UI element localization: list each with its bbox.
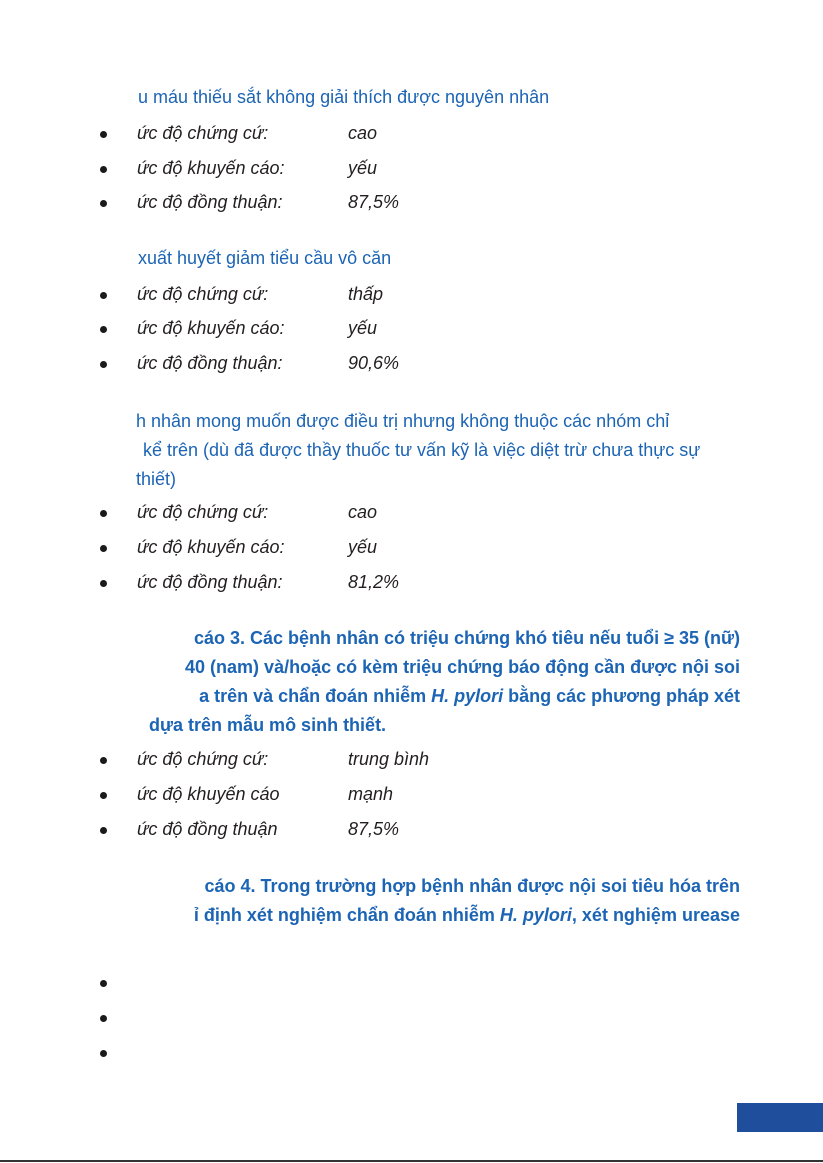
- bottom-rule: [0, 1160, 823, 1162]
- list-item: [100, 123, 520, 145]
- item-value: yếu: [348, 537, 378, 557]
- pathogen-name: H. pylori: [499, 905, 572, 925]
- list-item: [100, 784, 520, 806]
- section-heading-2: xuất huyết giảm tiểu cầu vô căn: [138, 248, 392, 268]
- recommendation-4: [135, 872, 740, 930]
- list-item: [100, 972, 520, 994]
- item-label: ức độ đồng thuận:: [137, 572, 283, 592]
- item-value: mạnh: [348, 784, 394, 804]
- item-value: 87,5%: [348, 819, 400, 839]
- list-item: [100, 318, 520, 340]
- recommendation-line: dựa trên mẫu mô sinh thiết.: [149, 715, 387, 735]
- bullet-icon: [100, 361, 107, 368]
- bullet-icon: [100, 166, 107, 173]
- item-value: trung bình: [348, 749, 430, 769]
- list-item: [100, 502, 520, 524]
- list-item: [100, 192, 520, 214]
- list-item: [100, 1007, 520, 1029]
- text-run: bằng các phương pháp xét: [503, 686, 740, 706]
- recommendation-line: [135, 901, 740, 930]
- item-label: ức độ chứng cứ:: [137, 284, 269, 304]
- item-label: ức độ chứng cứ:: [137, 502, 269, 522]
- section-heading-3: [136, 407, 740, 494]
- item-label: ức độ khuyến cáo: [137, 784, 280, 804]
- item-value: 81,2%: [348, 572, 400, 592]
- bullet-icon: [100, 200, 107, 207]
- item-label: ức độ chứng cứ:: [137, 123, 269, 143]
- list-item: [100, 1042, 520, 1064]
- item-value: cao: [348, 502, 378, 522]
- list-item: [100, 537, 520, 559]
- list-item: [100, 572, 520, 594]
- page-number-tab: [737, 1103, 823, 1132]
- item-value: cao: [348, 123, 378, 143]
- recommendation-line: 40 (nam) và/hoặc có kèm triệu chứng báo động cần được nội soi: [185, 657, 740, 677]
- bullet-icon: [100, 545, 107, 552]
- bullet-icon: [100, 1050, 107, 1057]
- section-heading-1: u máu thiếu sắt không giải thích được nguyên nhân: [138, 87, 550, 107]
- text-run: , xét nghiệm urease: [571, 905, 740, 925]
- bullet-icon: [100, 827, 107, 834]
- bullet-icon: [100, 292, 107, 299]
- list-item: [100, 749, 520, 771]
- bullet-icon: [100, 792, 107, 799]
- bullet-icon: [100, 980, 107, 987]
- recommendation-line: cáo 4. Trong trường hợp bệnh nhân được nội soi tiêu hóa trên: [204, 876, 740, 896]
- item-value: 90,6%: [348, 353, 400, 373]
- item-label: ức độ đồng thuận:: [137, 192, 283, 212]
- item-value: yếu: [348, 318, 378, 338]
- heading-line: h nhân mong muốn được điều trị nhưng không thuộc các nhóm chỉ: [136, 411, 670, 431]
- heading-line: kể trên (dù đã được thầy thuốc tư vấn kỹ là việc diệt trừ chưa thực sự: [143, 440, 701, 460]
- bullet-icon: [100, 1015, 107, 1022]
- item-value: 87,5%: [348, 192, 400, 212]
- list-item: [100, 353, 520, 375]
- list-item: [100, 284, 520, 306]
- text-run: a trên và chẩn đoán nhiễm: [199, 686, 432, 706]
- item-value: yếu: [348, 158, 378, 178]
- item-label: ức độ khuyến cáo:: [137, 537, 285, 557]
- pathogen-name: H. pylori: [431, 686, 504, 706]
- item-label: ức độ khuyến cáo:: [137, 318, 285, 338]
- recommendation-line: cáo 3. Các bệnh nhân có triệu chứng khó tiêu nếu tuổi ≥ 35 (nữ): [193, 628, 740, 648]
- item-label: ức độ chứng cứ:: [137, 749, 269, 769]
- recommendation-3: [135, 624, 740, 740]
- list-item: [100, 158, 520, 180]
- bullet-icon: [100, 580, 107, 587]
- bullet-icon: [100, 326, 107, 333]
- item-label: ức độ đồng thuận: [137, 819, 278, 839]
- bullet-icon: [100, 131, 107, 138]
- item-value: thấp: [348, 284, 384, 304]
- list-item: [100, 819, 520, 841]
- item-label: ức độ đồng thuận:: [137, 353, 283, 373]
- text-run: ỉ định xét nghiệm chẩn đoán nhiễm: [193, 905, 500, 925]
- heading-line: thiết): [136, 469, 177, 489]
- recommendation-line: [135, 682, 740, 711]
- item-label: ức độ khuyến cáo:: [137, 158, 285, 178]
- bullet-icon: [100, 510, 107, 517]
- bullet-icon: [100, 757, 107, 764]
